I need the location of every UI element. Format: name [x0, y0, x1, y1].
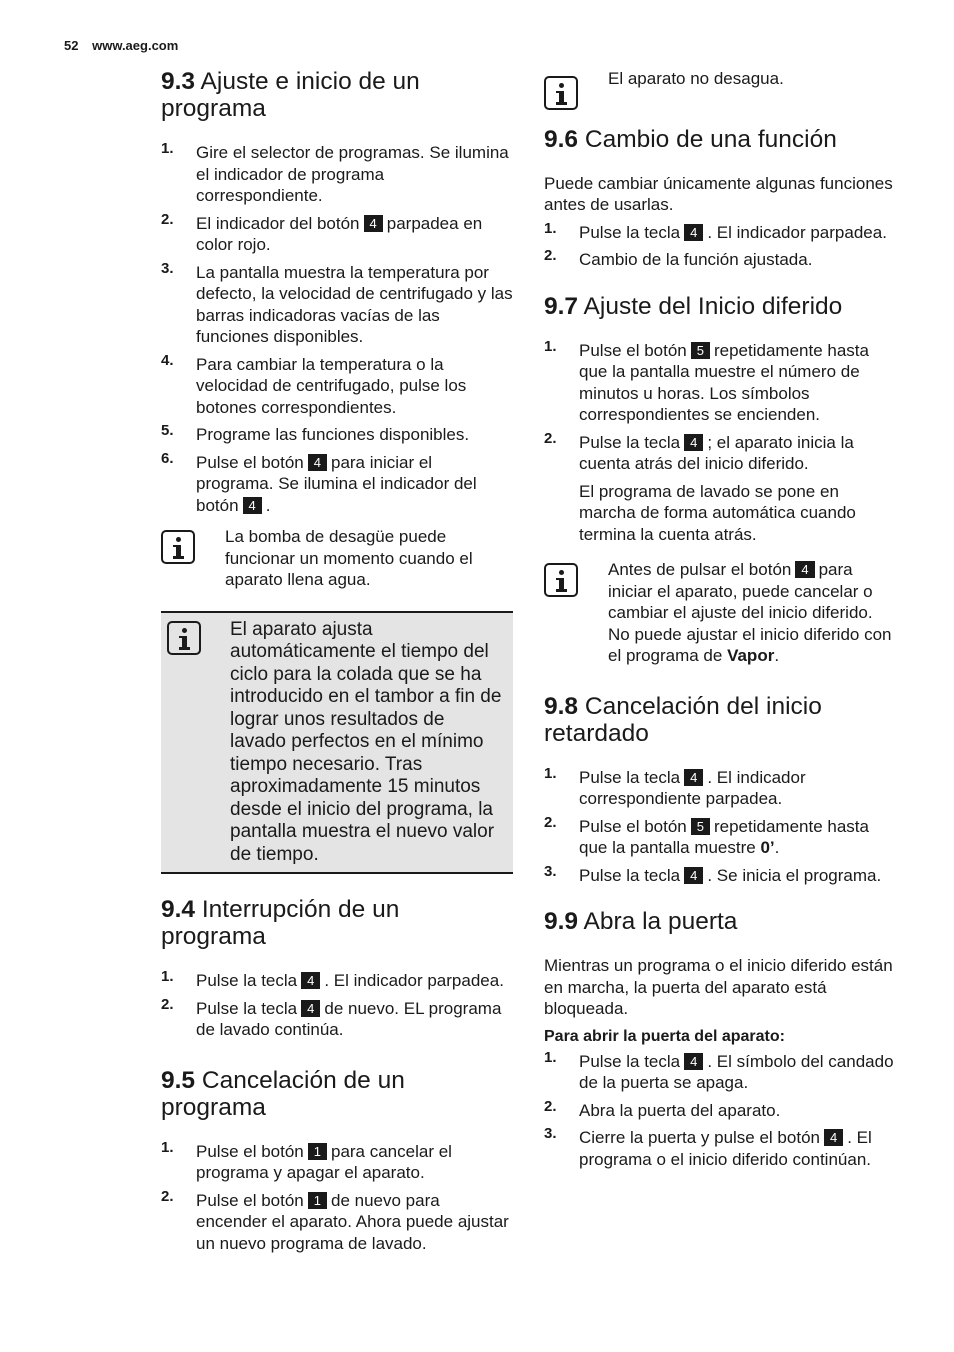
section-9-5-steps	[161, 1138, 513, 1255]
button-4-symbol: 4	[684, 434, 703, 451]
left-column	[161, 68, 513, 1260]
info-note-auto-time: El aparato ajusta automáticamente el tiempo del ciclo para la colada que se ha introducido en el tambor a fin de lograr unos resultados de lavado perfectos en el mínimo tiempo necesario. Tras aproximadamente 15 minutos desde el inicio del programa, la pantalla muestra el nuevo valor de tiempo.	[161, 611, 513, 875]
button-4-symbol: 4	[684, 867, 703, 884]
button-1-symbol: 1	[308, 1192, 327, 1209]
section-9-7-title: 9.7 Ajuste del Inicio diferido	[544, 292, 843, 320]
list-item: 3. Pulse la tecla 4 . Se inicia el programa.	[544, 862, 882, 885]
info-icon	[161, 530, 195, 564]
info-icon	[544, 76, 578, 110]
right-column	[544, 68, 900, 1176]
info-note-drain-pump: La bomba de desagüe puede funcionar un momento cuando el aparato llena agua.	[161, 526, 513, 591]
list-item: 2. Abra la puerta del aparato.	[544, 1097, 781, 1120]
section-9-4-steps	[161, 970, 513, 1041]
section-9-8-steps	[544, 764, 900, 887]
list-item: 1. Pulse el botón 5 repetidamente hasta que la pantalla muestre el número de minutos u horas. Los símbolos correspondientes se encienden.	[544, 337, 869, 424]
section-9-9-subhead: Para abrir la puerta del aparato:	[544, 1027, 785, 1045]
list-item: 4. Para cambiar la temperatura o la velocidad de centrifugado, pulse los botones correspondientes.	[161, 351, 467, 417]
info-note-delay-start: Antes de pulsar el botón 4 para iniciar el aparato, puede cancelar o cambiar el ajuste del inicio diferido. No puede ajustar el inicio diferido con el programa de Vapor.	[544, 559, 900, 667]
header-url[interactable]: www.aeg.com	[92, 38, 179, 53]
section-9-3-steps	[161, 142, 513, 516]
section-9-3-title: 9.3 Ajuste e inicio de un programa	[161, 68, 420, 122]
list-item: 2. Pulse el botón 1 de nuevo para encender el aparato. Ahora puede ajustar un nuevo programa de lavado.	[161, 1187, 509, 1253]
button-5-symbol: 5	[691, 818, 710, 835]
list-item: 1. Pulse el botón 1 para cancelar el programa y apagar el aparato.	[161, 1138, 452, 1182]
page-header	[64, 38, 178, 53]
list-item: 2. Pulse la tecla 4 ; el aparato inicia la cuenta atrás del inicio diferido. El programa de lavado se pone en marcha de forma automática cuando termina la cuenta atrás.	[544, 429, 856, 544]
section-9-9-steps	[544, 1048, 900, 1171]
section-9-5-title: 9.5 Cancelación de un programa	[161, 1066, 405, 1121]
list-item: 2. Cambio de la función ajustada.	[544, 247, 813, 269]
button-4-symbol: 4	[243, 497, 262, 514]
list-item: 5. Programe las funciones disponibles.	[161, 422, 470, 444]
section-9-6-steps	[544, 219, 900, 271]
list-item: 1. Pulse la tecla 4 . El indicador correspondiente parpadea.	[544, 764, 806, 808]
list-item: 6. Pulse el botón 4 para iniciar el programa. Se ilumina el indicador del botón 4 .	[161, 449, 477, 515]
section-9-8-title: 9.8 Cancelación del inicio retardado	[544, 692, 822, 747]
button-4-symbol: 4	[795, 561, 814, 578]
list-item: 1. Pulse la tecla 4 . El símbolo del candado de la puerta se apaga.	[544, 1048, 894, 1092]
list-item: 3. La pantalla muestra la temperatura por defecto, la velocidad de centrifugado y las barras indicadoras vacías de las funciones disponibles.	[161, 259, 513, 346]
section-9-6-title: 9.6 Cambio de una función	[544, 125, 837, 153]
button-4-symbol: 4	[684, 769, 703, 786]
button-4-symbol: 4	[684, 1053, 703, 1070]
button-4-symbol: 4	[301, 972, 320, 989]
button-4-symbol: 4	[684, 224, 703, 241]
list-item: 1. Gire el selector de programas. Se ilumina el indicador de programa correspondiente.	[161, 140, 509, 205]
button-4-symbol: 4	[364, 215, 383, 232]
list-item: 2. Pulse el botón 5 repetidamente hasta que la pantalla muestre 0’.	[544, 813, 869, 857]
info-icon	[167, 621, 201, 655]
list-item: 2. El indicador del botón 4 parpadea en color rojo.	[161, 210, 483, 254]
list-item: 3. Cierre la puerta y pulse el botón 4 . El programa o el inicio diferido continúan.	[544, 1125, 872, 1169]
section-9-7-steps	[544, 337, 900, 546]
button-1-symbol: 1	[308, 1143, 327, 1160]
button-5-symbol: 5	[691, 342, 710, 359]
info-icon	[544, 563, 578, 597]
section-9-9-title: 9.9 Abra la puerta	[544, 908, 738, 935]
button-4-symbol: 4	[824, 1129, 843, 1146]
section-9-4-title: 9.4 Interrupción de un programa	[161, 896, 400, 950]
page-number: 52	[64, 38, 79, 53]
list-item: 1. Pulse la tecla 4 . El indicador parpadea.	[161, 968, 504, 990]
info-note-no-drain: El aparato no desagua.	[544, 68, 900, 90]
button-4-symbol: 4	[308, 454, 327, 471]
section-9-6-intro: Puede cambiar únicamente algunas funciones antes de usarlas.	[544, 173, 893, 214]
button-4-symbol: 4	[301, 1000, 320, 1017]
list-item: 1. Pulse la tecla 4 . El indicador parpadea.	[544, 219, 887, 242]
list-item: 2. Pulse la tecla 4 de nuevo. EL programa de lavado continúa.	[161, 995, 502, 1039]
section-9-9-intro: Mientras un programa o el inicio diferido están en marcha, la puerta del aparato está bloqueada.	[544, 956, 893, 1018]
